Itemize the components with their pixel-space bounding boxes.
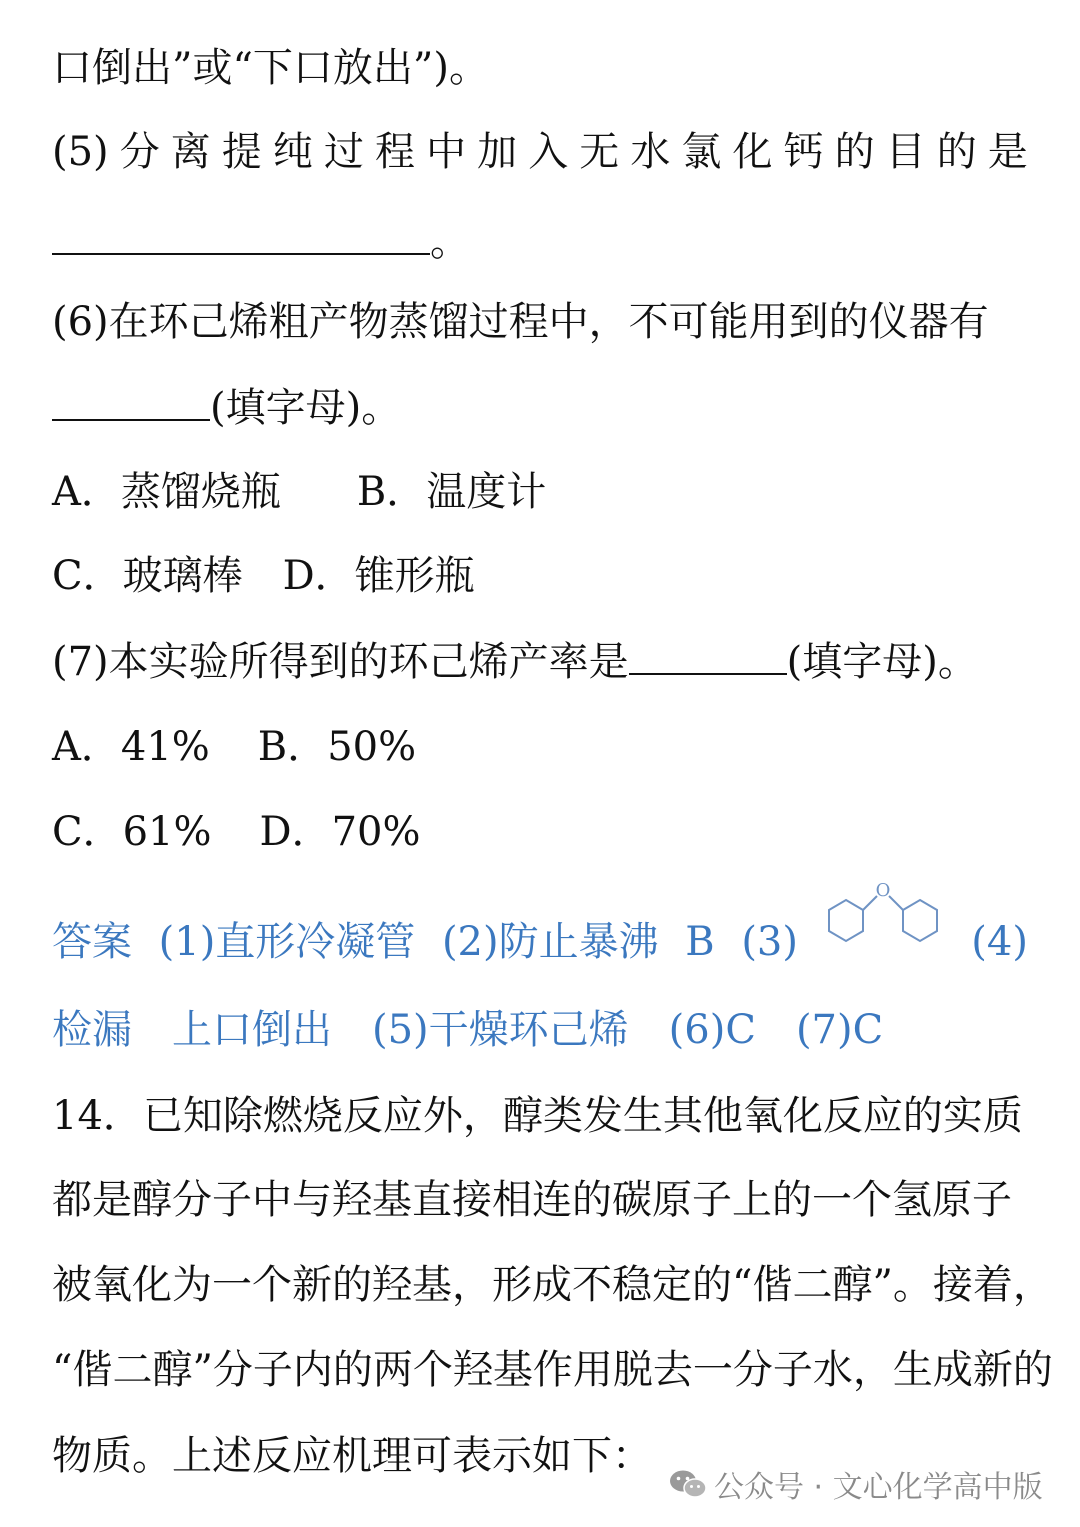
question-14-line-3: 被氧化为一个新的羟基，形成不稳定的“偕二醇”。接着， — [52, 1262, 1053, 1308]
question-5-char: (5) — [52, 129, 109, 175]
question-5-char: 过 — [323, 129, 364, 175]
question-14-line-4: “偕二醇”分子内的两个羟基作用脱去一分子水，生成新的 — [52, 1347, 1053, 1393]
question-5-char: 入 — [528, 129, 569, 175]
question-5-char: 无 — [579, 129, 620, 175]
question-7-options-cd — [52, 809, 421, 855]
watermark-text: 公众号 · 文心化学高中版 — [714, 1470, 1043, 1505]
cyclohexane-ring-left — [829, 900, 863, 941]
option-c: C．玻璃棒 — [52, 553, 243, 599]
question-7-stem: (7)本实验所得到的环己烯产率是 (填字母)。 — [52, 639, 978, 685]
question-6-options-ab — [52, 469, 547, 515]
question-5-char: 的 — [936, 129, 977, 175]
question-5-char: 提 — [221, 129, 262, 175]
answer-5: (5)干燥环己烯 — [372, 1007, 629, 1053]
question-5-char: 分 — [119, 129, 160, 175]
continued-line: 口倒出”或“下口放出”)。 — [52, 45, 489, 91]
question-5-char: 水 — [630, 129, 671, 175]
watermark — [668, 1462, 1043, 1506]
question-5-char: 的 — [834, 129, 875, 175]
option-b: B．温度计 — [356, 469, 547, 515]
answer-blank[interactable] — [52, 252, 430, 255]
question-5-stem — [52, 129, 1028, 175]
answer-blank[interactable] — [52, 418, 210, 421]
answer-4: (4) — [971, 919, 1028, 965]
answer-line-2 — [52, 1007, 884, 1053]
option-a: A．41% — [52, 724, 210, 770]
answer-label: 答案 — [52, 919, 132, 965]
answer-7: (7)C — [795, 1007, 884, 1053]
question-5-char: 氯 — [681, 129, 722, 175]
cyclohexane-ring-right — [903, 900, 937, 941]
answer-4c: 上口倒出 — [172, 1007, 332, 1053]
question-5-char: 离 — [170, 129, 211, 175]
answer-2: (2)防止暴沸 — [441, 919, 659, 965]
question-5-char: 目 — [885, 129, 926, 175]
question-5-char: 中 — [426, 129, 467, 175]
answer-2b: B — [685, 919, 715, 965]
answer-blank[interactable] — [629, 672, 787, 675]
question-14-line-2: 都是醇分子中与羟基直接相连的碳原子上的一个氢原子 — [52, 1177, 1012, 1223]
option-a: A．蒸馏烧瓶 — [52, 469, 281, 515]
question-5-char: 纯 — [272, 129, 313, 175]
question-5-char: 化 — [732, 129, 773, 175]
option-d: D．70% — [259, 809, 421, 855]
oxygen-atom: O — [875, 880, 891, 901]
question-14-line-5: 物质。上述反应机理可表示如下： — [52, 1433, 652, 1479]
question-5-char: 是 — [987, 129, 1028, 175]
question-5-char: 加 — [477, 129, 518, 175]
question-14-line-1: 14．已知除燃烧反应外，醇类发生其他氧化反应的实质 — [52, 1093, 1023, 1139]
option-b: B．50% — [257, 724, 417, 770]
answer-3: (3) — [741, 919, 798, 965]
question-6-options-cd — [52, 553, 475, 599]
question-5-char: 钙 — [783, 129, 824, 175]
question-7-options-ab — [52, 724, 417, 770]
option-c: C．61% — [52, 809, 212, 855]
answer-1: (1)直形冷凝管 — [158, 919, 416, 965]
question-5-answer-line: 。 — [52, 222, 470, 262]
question-6-answer-line: (填字母)。 — [52, 388, 401, 428]
answer-4b: 检漏 — [52, 1007, 132, 1053]
wechat-icon — [668, 1468, 708, 1500]
question-5-char: 程 — [375, 129, 416, 175]
option-d: D．锥形瓶 — [282, 553, 475, 599]
answer-6: (6)C — [668, 1007, 756, 1053]
dicyclohexyl-ether-structure — [822, 876, 946, 952]
question-6-stem: (6)在环己烯粗产物蒸馏过程中，不可能用到的仪器有 — [52, 299, 989, 345]
